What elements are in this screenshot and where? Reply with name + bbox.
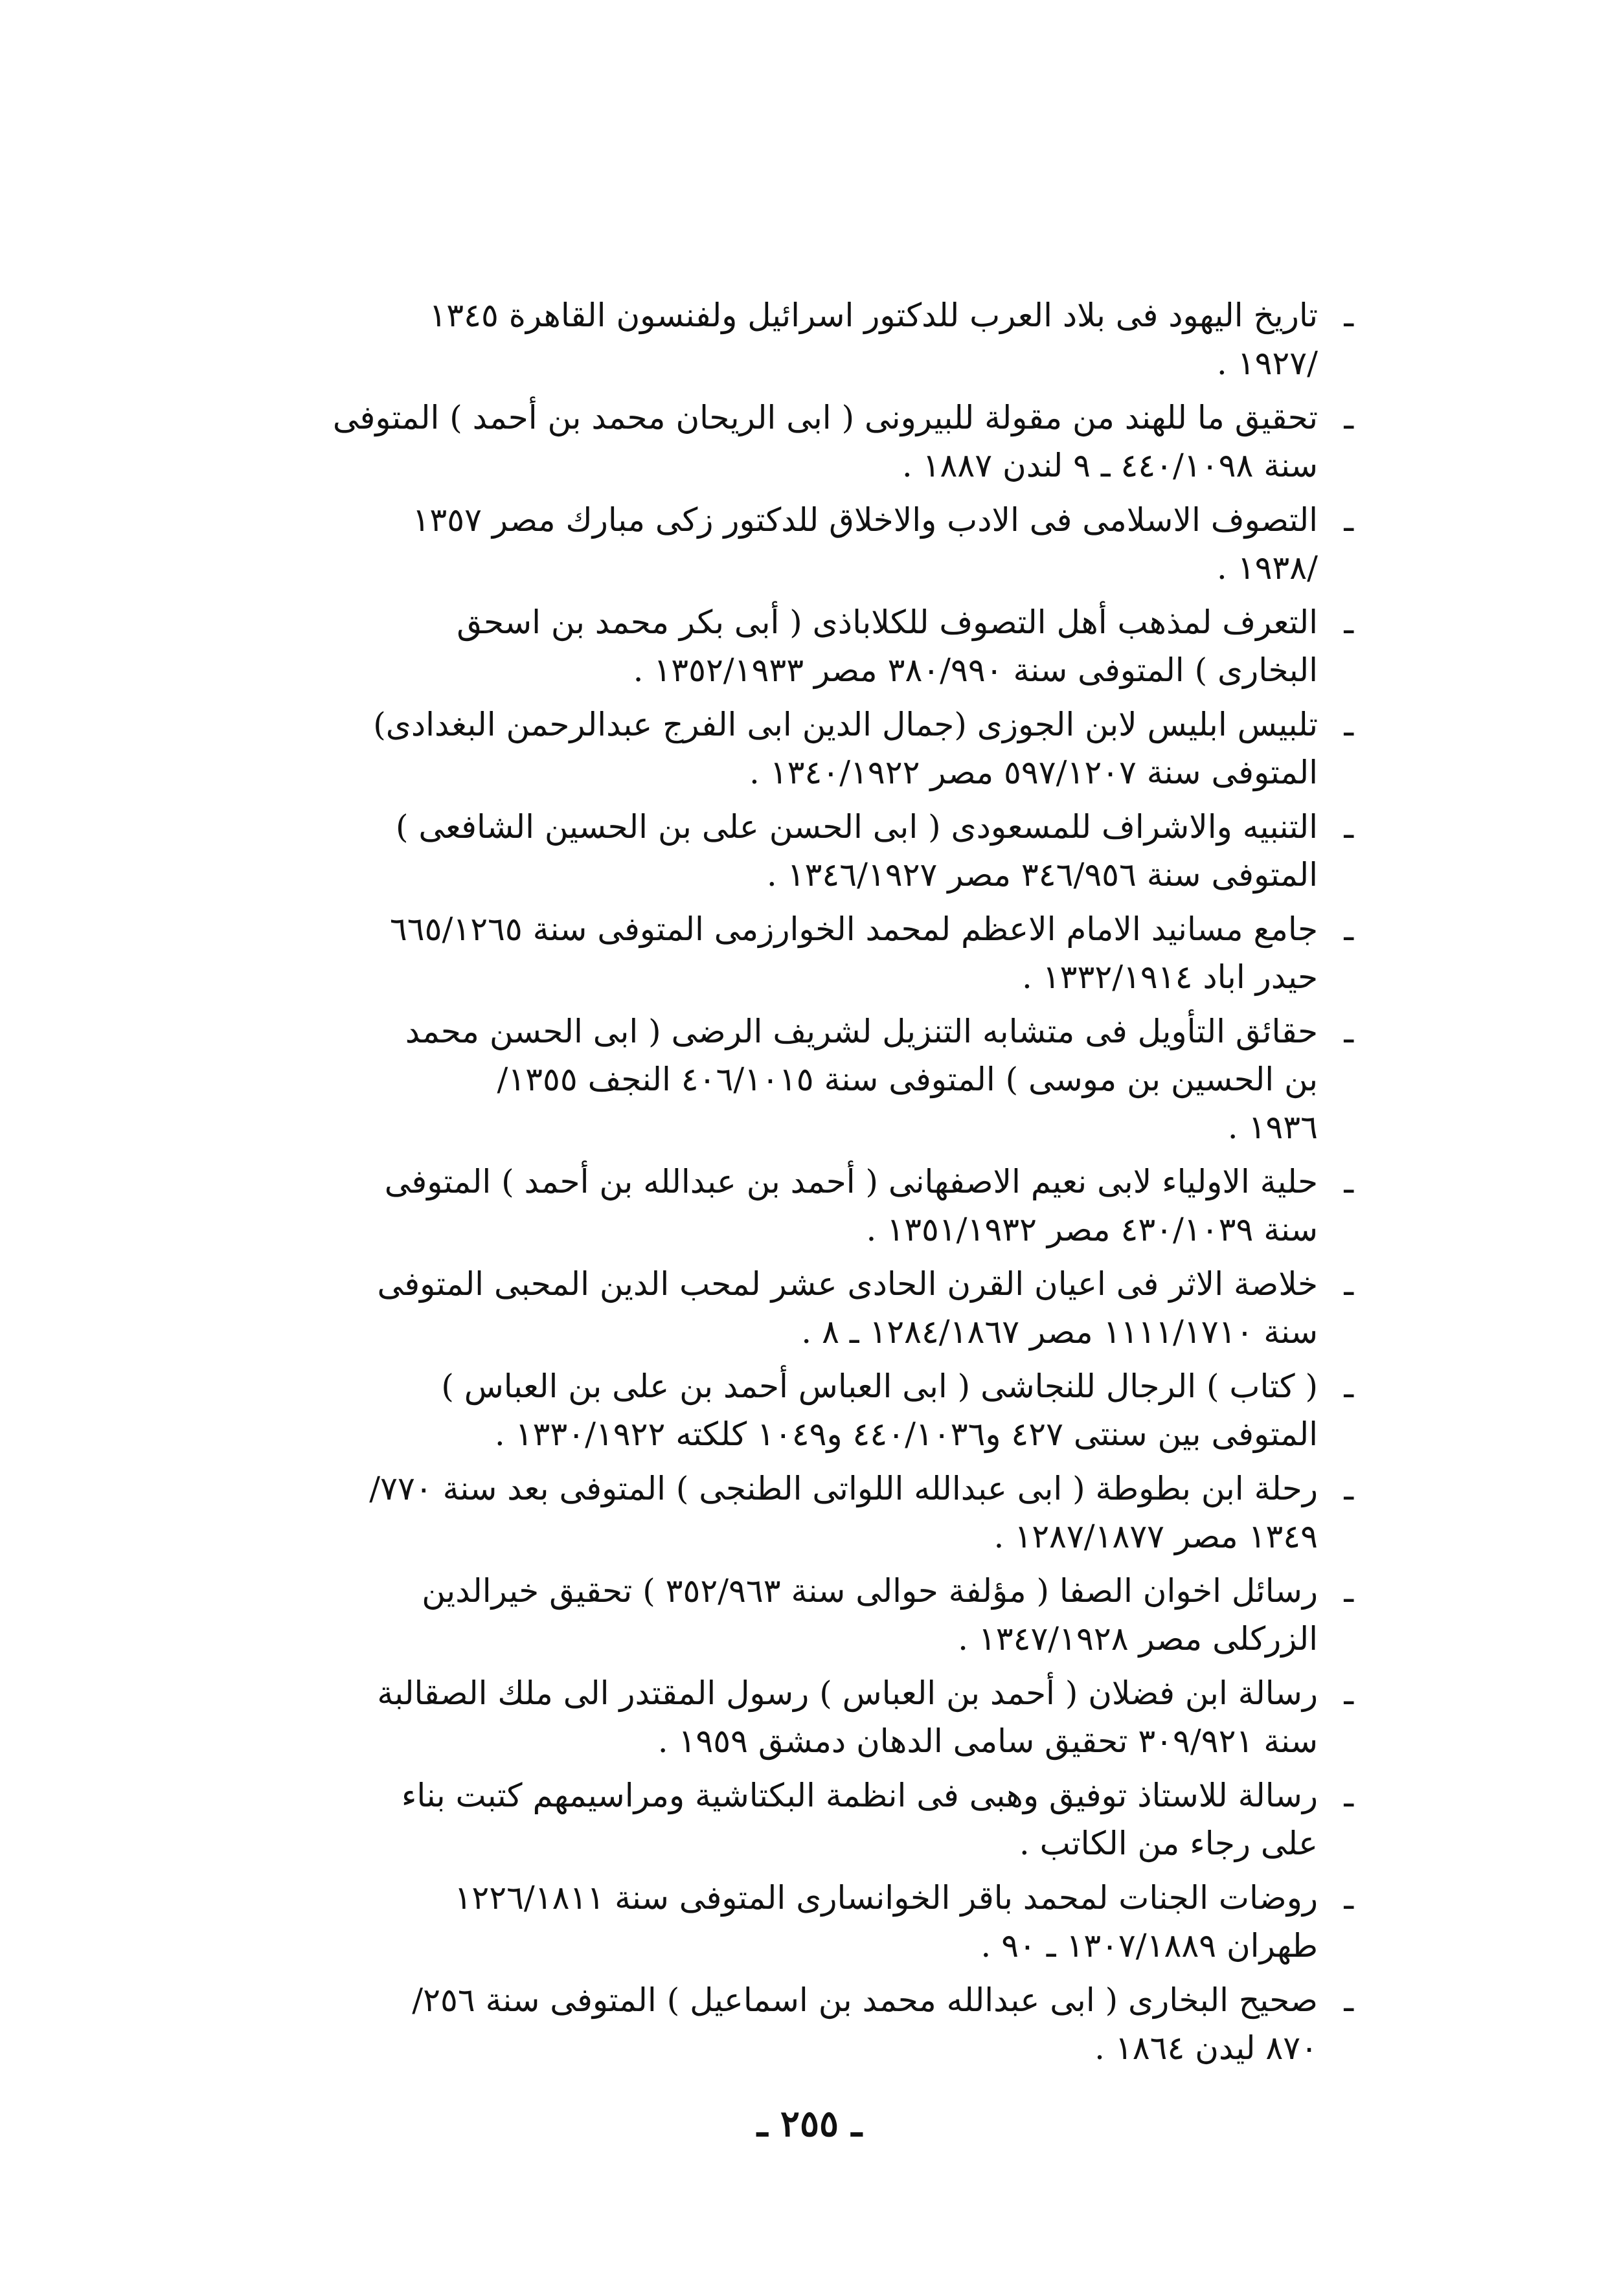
entry-line: سنة ٤٣٠/١٠٣٩ مصر ١٣٥١/١٩٣٢ .	[866, 1211, 1318, 1248]
entry-bullet: ـ	[1344, 1879, 1353, 1917]
entry-line: رسائل اخوان الصفا ( مؤلفة حوالى سنة ٣٥٢/٩٦٣ ) تحقيق خيرالدين	[422, 1572, 1318, 1610]
entry-line: سنة ١١١١/١٧١٠ مصر ١٢٨٤/١٨٦٧ ـ ٨ .	[801, 1313, 1318, 1351]
entry-bullet: ـ	[1344, 706, 1353, 743]
bibliography-list	[304, 291, 1353, 2078]
bibliography-entry	[304, 905, 1353, 1001]
entry-bullet: ـ	[1344, 501, 1353, 539]
entry-line: الزركلى مصر ١٣٤٧/١٩٢٨ .	[958, 1620, 1318, 1658]
entry-line: حلية الاولياء لابى نعيم الاصفهانى ( أحمد بن عبدالله بن أحمد ) المتوفى	[384, 1163, 1318, 1200]
page-number: ـ ٢٥٥ ـ	[756, 2102, 863, 2145]
entry-line: البخارى ) المتوفى سنة ٣٨٠/٩٩٠ مصر ١٣٥٢/١٩٣٣ .	[633, 651, 1318, 689]
entry-bullet: ـ	[1344, 399, 1353, 436]
entry-line: رحلة ابن بطوطة ( ابى عبدالله اللواتى الطنجى ) المتوفى بعد سنة ٧٧٠/	[369, 1470, 1318, 1507]
entry-line: رسالة للاستاذ توفيق وهبى فى انظمة البكتاشية ومراسيمهم كتبت بناء	[401, 1777, 1318, 1814]
entry-bullet: ـ	[1344, 910, 1353, 948]
bibliography-entry	[304, 291, 1353, 387]
entry-bullet: ـ	[1344, 1470, 1353, 1507]
entry-line: رسالة ابن فضلان ( أحمد بن العباس ) رسول المقتدر الى ملك الصقالبة	[377, 1674, 1318, 1712]
entry-line: على رجاء من الكاتب .	[1019, 1825, 1318, 1862]
entry-bullet: ـ	[1344, 1572, 1353, 1610]
entry-line: ١٩٣٦ .	[1227, 1109, 1318, 1146]
entry-bullet: ـ	[1344, 1013, 1353, 1050]
entry-bullet: ـ	[1344, 808, 1353, 846]
entry-line: سنة ٤٤٠/١٠٩٨ ـ ٩ لندن ١٨٨٧ .	[901, 447, 1318, 484]
bibliography-entry	[304, 1007, 1353, 1151]
entry-line: /١٩٣٨ .	[1216, 549, 1318, 587]
bibliography-entry	[304, 394, 1353, 490]
bibliography-entry	[304, 1669, 1353, 1765]
entry-line: حيدر اباد ١٣٣٢/١٩١٤ .	[1022, 958, 1318, 996]
entry-line: تاريخ اليهود فى بلاد العرب للدكتور اسرائيل ولفنسون القاهرة ١٣٤٥	[429, 297, 1318, 334]
bibliography-entry	[304, 1976, 1353, 2072]
bibliography-entry	[304, 496, 1353, 592]
entry-line: التعرف لمذهب أهل التصوف للكلاباذى ( أبى بكر محمد بن اسحق	[457, 603, 1318, 641]
bibliography-entry	[304, 1260, 1353, 1356]
bibliography-entry	[304, 1362, 1353, 1458]
entry-bullet: ـ	[1344, 1367, 1353, 1405]
entry-line: تلبيس ابليس لابن الجوزى (جمال الدين ابى الفرج عبدالرحمن البغدادى)	[373, 706, 1318, 743]
entry-line: صحيح البخارى ( ابى عبدالله محمد بن اسماعيل ) المتوفى سنة ٢٥٦/	[412, 1981, 1318, 2019]
entry-bullet: ـ	[1344, 297, 1353, 334]
entry-bullet: ـ	[1344, 1777, 1353, 1814]
entry-bullet: ـ	[1344, 1163, 1353, 1200]
bibliography-entry	[304, 1567, 1353, 1663]
bibliography-entry	[304, 1158, 1353, 1254]
entry-line: التصوف الاسلامى فى الادب والاخلاق للدكتور زكى مبارك مصر ١٣٥٧	[412, 501, 1318, 539]
bibliography-entry	[304, 701, 1353, 796]
bibliography-entry	[304, 1465, 1353, 1560]
entry-line: المتوفى بين سنتى ٤٢٧ و٤٤٠/١٠٣٦ و١٠٤٩ كلكته ١٣٣٠/١٩٢٢ .	[494, 1415, 1318, 1453]
entry-line: روضات الجنات لمحمد باقر الخوانسارى المتوفى سنة ١٢٢٦/١٨١١	[454, 1879, 1318, 1917]
entry-bullet: ـ	[1344, 1981, 1353, 2019]
bibliography-entry	[304, 1874, 1353, 1970]
entry-line: ( كتاب ) الرجال للنجاشى ( ابى العباس أحمد بن على بن العباس )	[441, 1367, 1318, 1405]
entry-line: خلاصة الاثر فى اعيان القرن الحادى عشر لمحب الدين المحبى المتوفى	[377, 1265, 1318, 1303]
entry-bullet: ـ	[1344, 1674, 1353, 1712]
entry-line: المتوفى سنة ٥٩٧/١٢٠٧ مصر ١٣٤٠/١٩٢٢ .	[749, 754, 1318, 791]
entry-line: حقائق التأويل فى متشابه التنزيل لشريف الرضى ( ابى الحسن محمد	[405, 1013, 1318, 1050]
entry-line: التنبيه والاشراف للمسعودى ( ابى الحسن على بن الحسين الشافعى )	[395, 808, 1318, 846]
entry-line: المتوفى سنة ٣٤٦/٩٥٦ مصر ١٣٤٦/١٩٢٧ .	[766, 856, 1318, 894]
entry-line: سنة ٣٠٩/٩٢١ تحقيق سامى الدهان دمشق ١٩٥٩ .	[657, 1722, 1318, 1760]
entry-line: ٨٧٠ ليدن ١٨٦٤ .	[1094, 2029, 1318, 2067]
entry-line: /١٩٢٧ .	[1216, 344, 1318, 382]
bibliography-entry	[304, 598, 1353, 694]
bibliography-entry	[304, 1772, 1353, 1867]
entry-line: طهران ١٣٠٧/١٨٨٩ ـ ٩٠ .	[980, 1927, 1318, 1964]
entry-line: جامع مسانيد الامام الاعظم لمحمد الخوارزمى المتوفى سنة ٦٦٥/١٢٦٥	[389, 910, 1318, 948]
entry-bullet: ـ	[1344, 603, 1353, 641]
entry-line: ١٣٤٩ مصر ١٢٨٧/١٨٧٧ .	[993, 1518, 1318, 1555]
bibliography-entry	[304, 803, 1353, 899]
entry-line: بن الحسين بن موسى ) المتوفى سنة ٤٠٦/١٠١٥ النجف ١٣٥٥/	[497, 1061, 1318, 1098]
entry-bullet: ـ	[1344, 1265, 1353, 1303]
entry-line: تحقيق ما للهند من مقولة للبيرونى ( ابى الريحان محمد بن أحمد ) المتوفى	[332, 399, 1318, 436]
